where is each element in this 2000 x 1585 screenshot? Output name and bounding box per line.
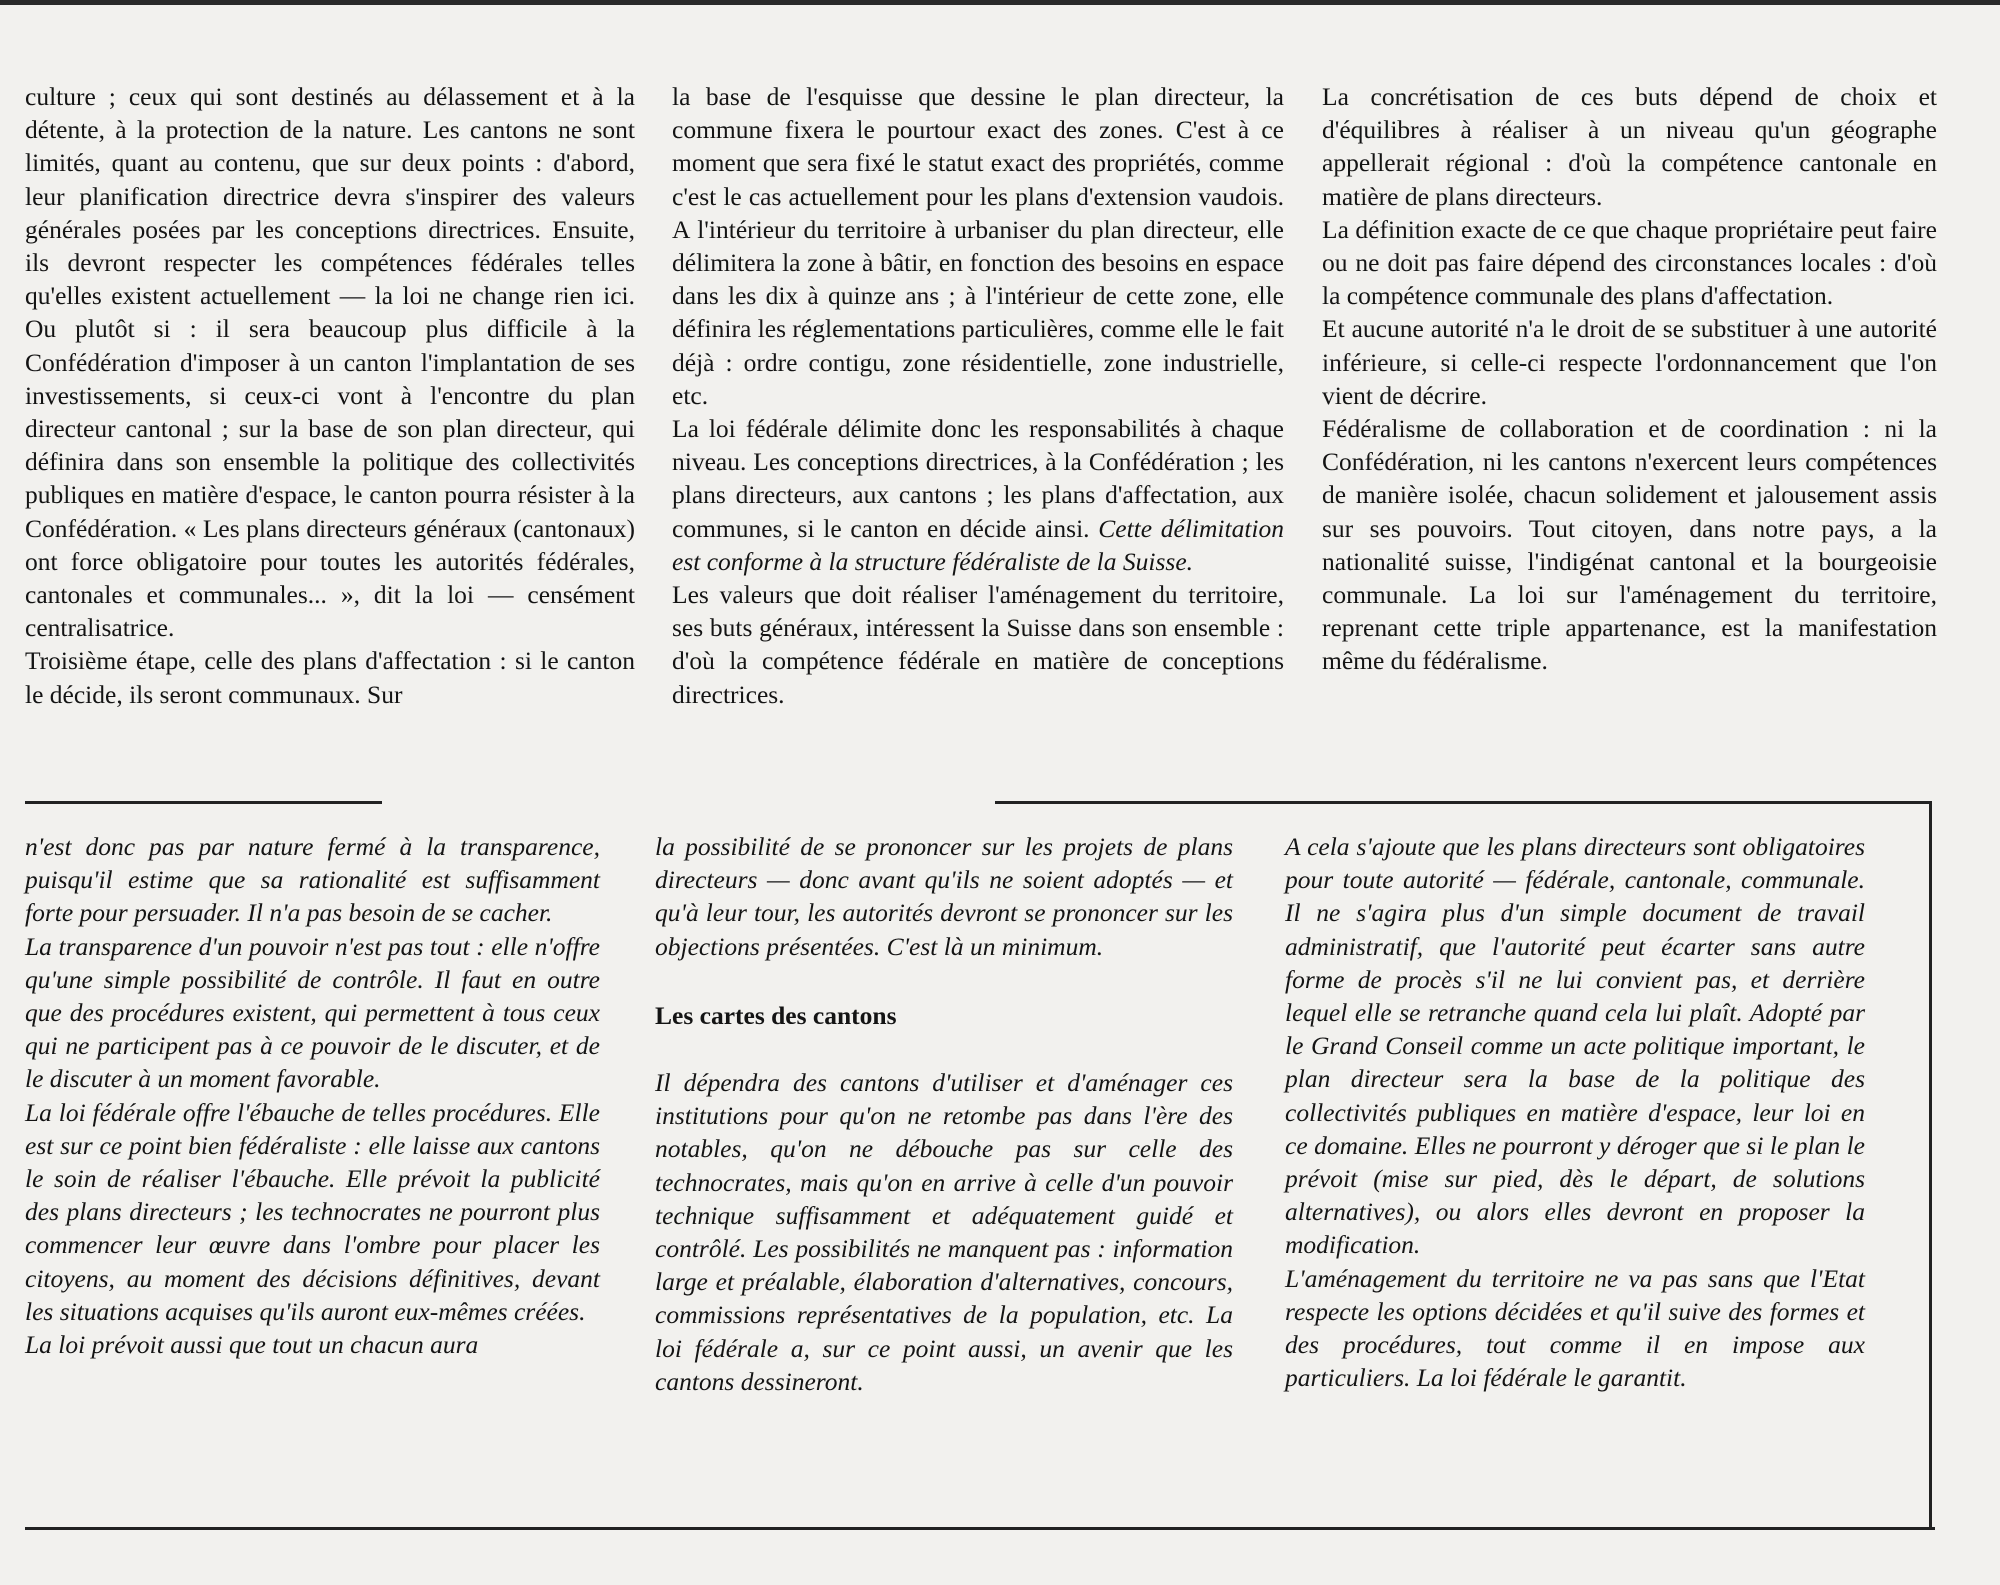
paragraph: L'aménagement du territoire ne va pas sans que l'Etat respecte les options décidées et qu'il suive des formes et des procédures, tout comme il en impose aux particuliers. La loi fédérale le garantit. [1285, 1263, 1865, 1393]
paragraph: La loi prévoit aussi que tout un chacun aura [25, 1330, 479, 1360]
lower-column-2 [655, 830, 1233, 1398]
paragraph: La loi fédérale délimite donc les responsabilités à chaque niveau. Les conceptions directrices, à la Confédération ; les plans directeurs, aux cantons ; les plans d'affectation, aux communes, si le canton en décide ainsi. Cette délimitation est conforme à la structure fédéraliste de la Suisse. [672, 414, 1284, 576]
emphasis: Cette délimitation est conforme à la structure fédéraliste de la Suisse. [672, 513, 1284, 576]
upper-column-1 [25, 80, 635, 711]
paragraph: A cela s'ajoute que les plans directeurs sont obligatoires pour toute autorité — fédérale, cantonale, communale. Il ne s'agira plus d'un simple document de travail administratif, que l'autorité peut écarter sans autre forme de procès s'il ne lui convient pas, et derrière lequel elle se retranche quand cela lui plaît. Adopté par le Grand Conseil comme un acte politique important, le plan directeur sera la base de la politique des collectivités publiques en matière d'espace, leur loi en ce domaine. Elles ne pourront y déroger que si le plan le prévoit (mise sur pied, dès le départ, de solutions alternatives), ou alors elles devront en proposer la modification. [1285, 832, 1865, 1260]
paragraph: Et aucune autorité n'a le droit de se substituer à une autorité inférieure, si celle-ci respecte l'ordonnancement que l'on vient de décrire. [1322, 314, 1937, 410]
top-rule [0, 0, 2000, 5]
section-heading: Les cartes des cantons [655, 1000, 897, 1030]
paragraph: Fédéralisme de collaboration et de coordination : ni la Confédération, ni les cantons n'exercent leurs compétences de manière isolée, chacun solidement et jalousement assis sur ses pouvoirs. Tout citoyen, dans notre pays, a la nationalité suisse, l'indigénat cantonal et la bourgeoisie communale. La loi sur l'aménagement du territoire, reprenant cette triple appartenance, est la manifestation même du fédéralisme. [1322, 414, 1937, 676]
paragraph: La transparence d'un pouvoir n'est pas tout : elle n'offre qu'une simple possibilité de contrôle. Il faut en outre que des procédures existent, qui permettent à tous ceux qui ne participent pas à ce pouvoir de le discuter, et de le discuter à un moment favorable. [25, 931, 600, 1094]
paragraph: La loi fédérale offre l'ébauche de telles procédures. Elle est sur ce point bien fédéraliste : elle laisse aux cantons le soin de réaliser l'ébauche. Elle prévoit la publicité des plans directeurs ; les technocrates ne pourront plus commencer leur œuvre dans l'ombre pour placer les citoyens, au moment des décisions définitives, devant les situations acquises qu'ils auront eux-mêmes créées. [25, 1097, 600, 1326]
paragraph: La définition exacte de ce que chaque propriétaire peut faire ou ne doit pas faire dépend des circonstances locales : d'où la compétence communale des plans d'affectation. [1322, 214, 1937, 311]
paragraph: Les valeurs que doit réaliser l'aménagement du territoire, ses buts généraux, intéressent la Suisse dans son ensemble : d'où la compétence fédérale en matière de conceptions directrices. [672, 580, 1284, 709]
lower-column-3 [1285, 830, 1865, 1394]
paragraph: n'est donc pas par nature fermé à la transparence, puisqu'il estime que sa rationalité est suffisamment forte pour persuader. Il n'a pas besoin de se cacher. [25, 832, 600, 928]
bottom-rule [25, 1527, 1935, 1530]
paragraph: la base de l'esquisse que dessine le plan directeur, la commune fixera le pourtour exact des zones. C'est à ce moment que sera fixé le statut exact des propriétés, comme c'est le cas actuellement pour les plans d'extension vaudois. A l'intérieur du territoire à urbaniser du plan directeur, elle délimitera la zone à bâtir, en fonction des besoins en espace dans les dix à quinze ans ; à l'intérieur de cette zone, elle définira les réglementations particulières, comme elle le fait déjà : ordre contigu, zone résidentielle, zone industrielle, etc. [672, 82, 1284, 410]
separator-rule [25, 801, 382, 804]
paragraph: La concrétisation de ces buts dépend de choix et d'équilibres à réaliser à un niveau qu'un géographe appellerait régional : d'où la compétence cantonale en matière de plans directeurs. [1322, 82, 1937, 211]
upper-column-3 [1322, 80, 1937, 678]
lower-column-1 [25, 830, 600, 1361]
paragraph: Il dépendra des cantons d'utiliser et d'aménager ces institutions pour qu'on ne retombe pas dans l'ère des notables, qu'on ne débouche pas sur celle des technocrates, mais qu'on en arrive à celle d'un pouvoir technique suffisamment et adéquatement guidé et contrôlé. Les possibilités ne manquent pas : information large et préalable, élaboration d'alternatives, concours, commissions représentatives de la population, etc. La loi fédérale a, sur ce point aussi, un avenir que les cantons dessineront. [655, 1068, 1233, 1396]
paragraph: culture ; ceux qui sont destinés au délassement et à la détente, à la protection de la nature. Les cantons ne sont limités, quant au contenu, que sur deux points : d'abord, leur planification directrice devra s'inspirer des valeurs générales posées par les conceptions directrices. Ensuite, ils devront respecter les compétences fédérales telles qu'elles existent actuellement — la loi ne change rien ici. Ou plutôt si : il sera beaucoup plus difficile à la Confédération d'imposer à un canton l'implantation de ses investissements, si ceux-ci vont à l'encontre du plan directeur cantonal ; sur la base de son plan directeur, qui définira dans son ensemble la politique des collectivités publiques en matière d'espace, le canton pourra résister à la Confédération. « Les plans directeurs généraux (cantonaux) ont force obligatoire pour toutes les autorités fédérales, cantonales et communales... », dit la loi — censément centralisatrice. [25, 82, 635, 643]
paragraph: Troisième étape, celle des plans d'affectation : si le canton le décide, ils seront communaux. Sur [25, 646, 635, 709]
paragraph: la possibilité de se prononcer sur les projets de plans directeurs — donc avant qu'ils ne soient adoptés — et qu'à leur tour, les autorités devront se prononcer sur les objections présentées. C'est là un minimum. [655, 832, 1233, 961]
upper-column-2 [672, 80, 1284, 711]
